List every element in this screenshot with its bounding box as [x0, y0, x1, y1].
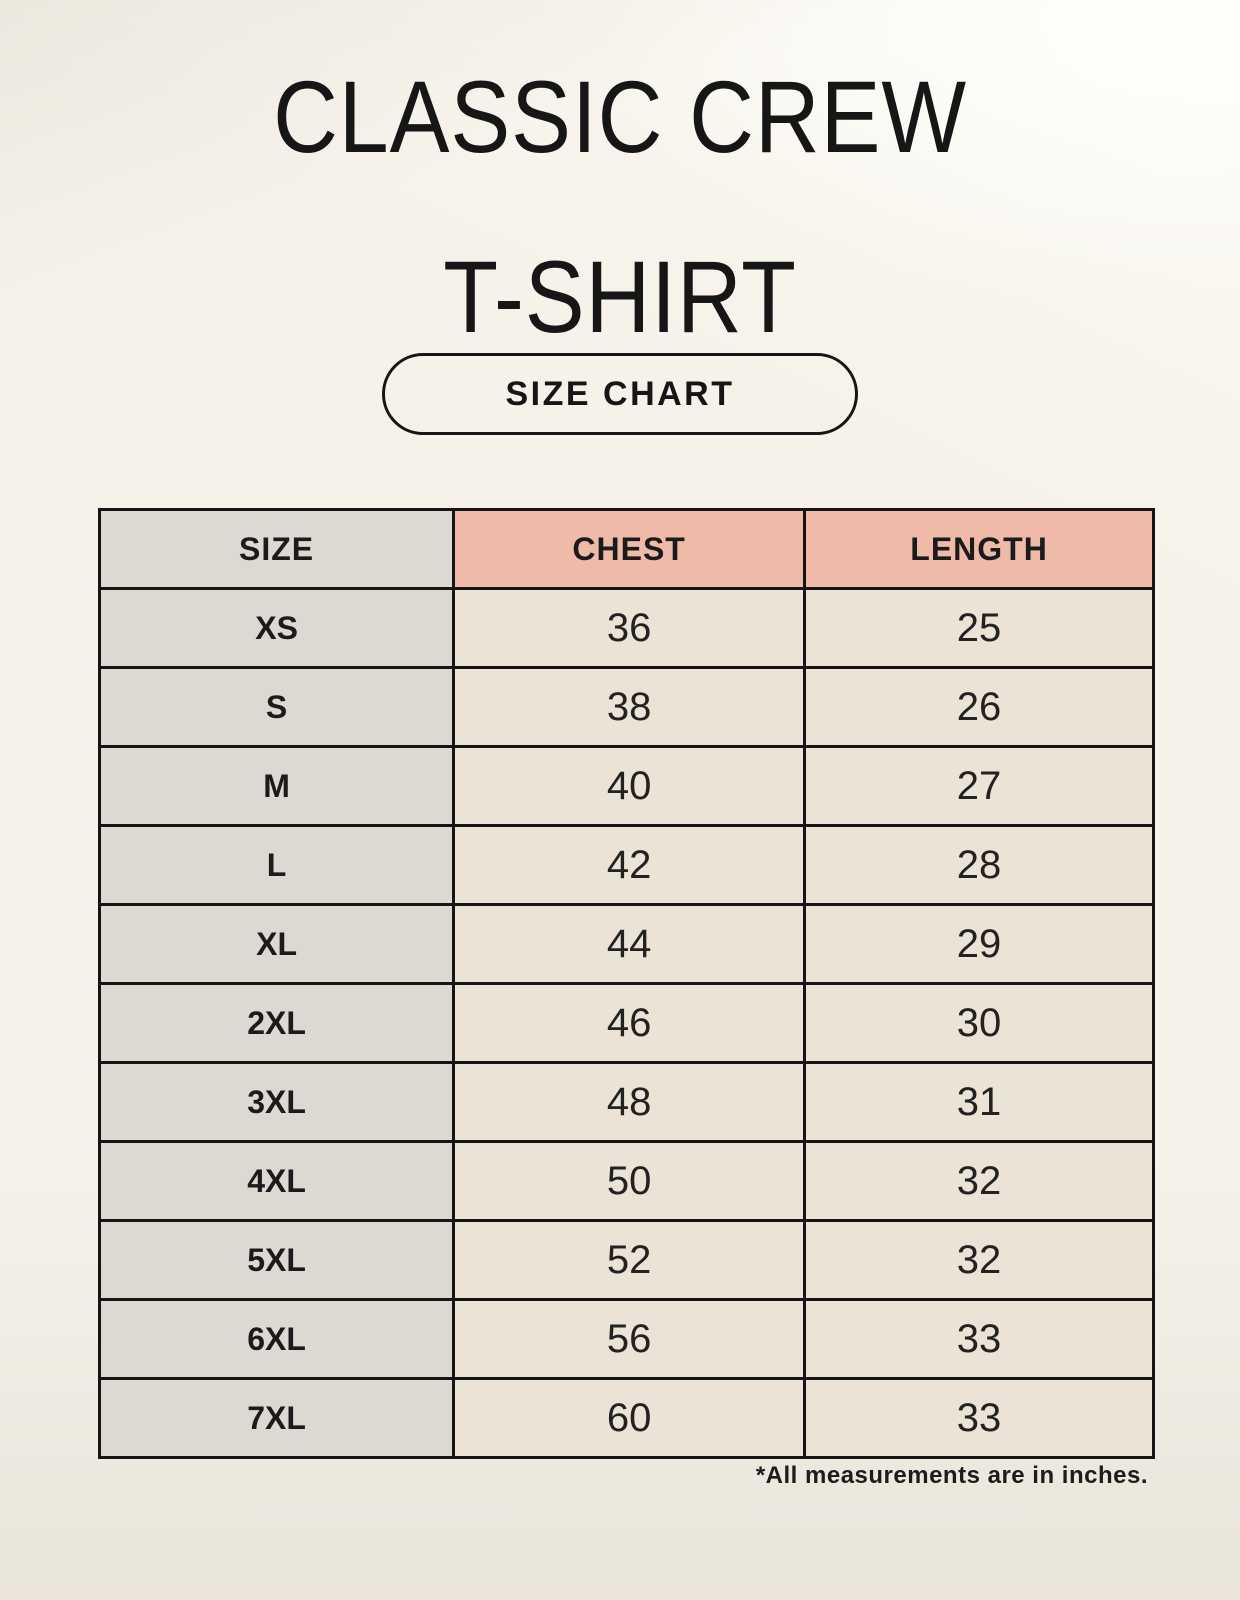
size-cell: 6XL [100, 1300, 454, 1379]
chest-cell: 46 [454, 984, 805, 1063]
length-cell: 33 [805, 1379, 1154, 1458]
chest-cell: 52 [454, 1221, 805, 1300]
chest-cell: 36 [454, 589, 805, 668]
page-title-line2: T-SHIRT [443, 240, 797, 354]
length-cell: 32 [805, 1142, 1154, 1221]
table-row [100, 668, 1154, 747]
length-cell: 29 [805, 905, 1154, 984]
page-title-line1: CLASSIC CREW [273, 60, 967, 174]
length-cell: 32 [805, 1221, 1154, 1300]
size-chart-button[interactable] [382, 353, 858, 435]
size-chart-button-label: SIZE CHART [505, 374, 735, 413]
size-cell: M [100, 747, 454, 826]
chest-cell: 42 [454, 826, 805, 905]
table-row [100, 984, 1154, 1063]
measurements-footnote: *All measurements are in inches. [755, 1462, 1148, 1489]
table-row [100, 1379, 1154, 1458]
size-cell: 2XL [100, 984, 454, 1063]
size-cell: 7XL [100, 1379, 454, 1458]
size-cell: 4XL [100, 1142, 454, 1221]
size-cell: L [100, 826, 454, 905]
chest-cell: 38 [454, 668, 805, 747]
table-row [100, 1063, 1154, 1142]
chest-cell: 44 [454, 905, 805, 984]
table-row [100, 747, 1154, 826]
header-length: LENGTH [805, 510, 1154, 589]
length-cell: 25 [805, 589, 1154, 668]
length-cell: 28 [805, 826, 1154, 905]
table-row [100, 1300, 1154, 1379]
table-row [100, 1142, 1154, 1221]
length-cell: 26 [805, 668, 1154, 747]
size-cell: 3XL [100, 1063, 454, 1142]
table-row [100, 826, 1154, 905]
size-chart-table [98, 508, 1155, 1459]
size-cell: XL [100, 905, 454, 984]
header-size: SIZE [100, 510, 454, 589]
table-row [100, 1221, 1154, 1300]
length-cell: 31 [805, 1063, 1154, 1142]
size-cell: 5XL [100, 1221, 454, 1300]
chest-cell: 40 [454, 747, 805, 826]
page-title [74, 60, 1165, 354]
length-cell: 33 [805, 1300, 1154, 1379]
chest-cell: 48 [454, 1063, 805, 1142]
chest-cell: 60 [454, 1379, 805, 1458]
table-row [100, 905, 1154, 984]
size-cell: XS [100, 589, 454, 668]
table-row [100, 589, 1154, 668]
chest-cell: 50 [454, 1142, 805, 1221]
length-cell: 27 [805, 747, 1154, 826]
chest-cell: 56 [454, 1300, 805, 1379]
header-chest: CHEST [454, 510, 805, 589]
table-header-row [100, 510, 1154, 589]
length-cell: 30 [805, 984, 1154, 1063]
size-cell: S [100, 668, 454, 747]
